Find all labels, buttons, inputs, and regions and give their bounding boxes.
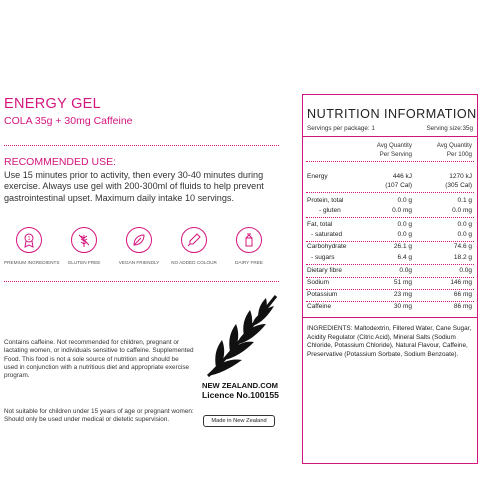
divider xyxy=(306,192,474,193)
nutrition-title: NUTRITION INFORMATION xyxy=(307,107,477,121)
nutrition-panel xyxy=(302,94,478,464)
divider xyxy=(4,281,279,282)
made-in-badge: Made in New Zealand xyxy=(203,415,275,427)
badge-label: NO ADDED COLOUR xyxy=(171,260,217,265)
row-value-serving: 0.0g xyxy=(399,267,412,274)
divider xyxy=(4,145,279,146)
divider xyxy=(306,241,474,242)
divider xyxy=(306,301,474,302)
wheat-crossed-icon xyxy=(71,227,97,253)
row-value-100g: 0.0g xyxy=(459,267,472,274)
row-value-100g: 66 mg xyxy=(453,291,472,298)
row-value-100g: (305 Cal) xyxy=(445,182,472,189)
row-value-serving: 0.0 mg xyxy=(392,207,412,214)
row-label: - gluten xyxy=(319,207,341,214)
row-value-serving: 51 mg xyxy=(393,279,412,286)
leaf-icon xyxy=(126,227,152,253)
product-title: ENERGY GEL xyxy=(4,96,102,112)
row-label: Carbohydrate xyxy=(307,243,347,250)
row-value-serving: 0.0 g xyxy=(397,221,412,228)
row-label: Energy xyxy=(307,173,328,180)
row-label: - sugars xyxy=(311,254,335,261)
row-value-serving: 446 kJ xyxy=(392,173,412,180)
recommended-use-heading: RECOMMENDED USE: xyxy=(4,156,117,168)
column-header-line: Avg Quantity xyxy=(436,142,472,149)
row-value-100g: 0.0 g xyxy=(457,221,472,228)
column-header-per-serving xyxy=(377,142,412,159)
row-label: Sodium xyxy=(307,279,330,286)
row-value-100g: 0.1 g xyxy=(457,197,472,204)
badge-vegan-friendly xyxy=(114,227,164,265)
row-label: - saturated xyxy=(311,231,343,238)
serving-size: Serving size:35g xyxy=(426,125,473,132)
row-value-serving: 0.0 g xyxy=(397,197,412,204)
column-header-line: Avg Quantity xyxy=(376,142,412,149)
row-value-100g: 146 mg xyxy=(450,279,472,286)
column-header-line: Per 100g xyxy=(446,150,472,158)
divider xyxy=(306,277,474,278)
row-value-serving: 0.0 g xyxy=(397,231,412,238)
divider xyxy=(306,217,474,218)
row-label: Caffeine xyxy=(307,303,332,310)
product-subtitle: COLA 35g + 30mg Caffeine xyxy=(4,115,133,127)
divider xyxy=(306,161,474,162)
badge-gluten-free xyxy=(59,227,109,265)
children-warning: Not suitable for children under 15 years of age or pregnant women: Should only be used under medical or dietetic supervision. xyxy=(4,408,194,424)
nz-brand-name: NEW ZEALAND.COM xyxy=(202,381,278,390)
row-value-100g: 74.6 g xyxy=(453,243,472,250)
svg-text:1: 1 xyxy=(27,236,31,242)
recommended-use-text: Use 15 minutes prior to activity, then every 30-40 minutes during exercise. Always use gel with 200-300ml of fluids to help prevent gastrointestinal upset. Maximum daily intake 10 servings. xyxy=(4,170,264,203)
premium-medal-icon xyxy=(16,227,42,253)
nz-licence-number: Licence No.100155 xyxy=(202,390,279,400)
silver-fern-icon xyxy=(202,292,282,385)
ingredients-text: INGREDIENTS: Maltodextrin, Filtered Water, Cane Sugar, Acidity Regulator (Citric Acid), Mineral Salts (Sodium Chloride, Potassium Chloride), Natural Flavour, Caffeine, Preservative (Potassium Sorbate, Sodium Benzoate). xyxy=(307,325,472,359)
row-label: Potassium xyxy=(307,291,338,298)
row-value-100g: 86 mg xyxy=(453,303,472,310)
row-value-serving: 23 mg xyxy=(393,291,412,298)
servings-per-package: Servings per package: 1 xyxy=(307,125,375,132)
row-value-serving: 30 mg xyxy=(393,303,412,310)
row-value-serving: (107 Cal) xyxy=(385,182,412,189)
badge-premium-ingredients xyxy=(4,227,60,265)
row-label: Protein, total xyxy=(307,197,344,204)
divider xyxy=(303,136,477,137)
milk-carton-icon xyxy=(236,227,262,253)
row-value-100g: 0.0 g xyxy=(457,231,472,238)
badge-label: GLUTEN FREE xyxy=(67,260,101,265)
badge-label: PREMIUM INGREDIENTS xyxy=(4,260,60,265)
badge-label: VEGAN FRIENDLY xyxy=(118,260,160,265)
row-value-100g: 18.2 g xyxy=(453,254,472,261)
badge-no-added-colour xyxy=(169,227,219,265)
divider xyxy=(306,289,474,290)
badge-dairy-free xyxy=(224,227,274,265)
row-value-100g: 1270 kJ xyxy=(449,173,472,180)
row-label: Fat, total xyxy=(307,221,333,228)
row-value-serving: 6.4 g xyxy=(397,254,412,261)
badge-label: DAIRY FREE xyxy=(235,260,263,265)
row-label: Dietary fibre xyxy=(307,267,343,274)
row-value-100g: 0.0 mg xyxy=(452,207,472,214)
column-header-per-100g xyxy=(437,142,472,159)
row-value-serving: 26.1 g xyxy=(393,243,412,250)
caffeine-warning: Contains caffeine. Not recommended for children, pregnant or lactating women, or individuals sensitive to caffeine. Supplemented Food. This food is not a sole source of nutrition and should be used in conjunction with a nutritious diet and appropriate exercise program. xyxy=(4,339,194,380)
dropper-icon xyxy=(181,227,207,253)
divider xyxy=(303,317,477,318)
column-header-line: Per Serving xyxy=(379,150,412,158)
divider xyxy=(306,264,474,265)
